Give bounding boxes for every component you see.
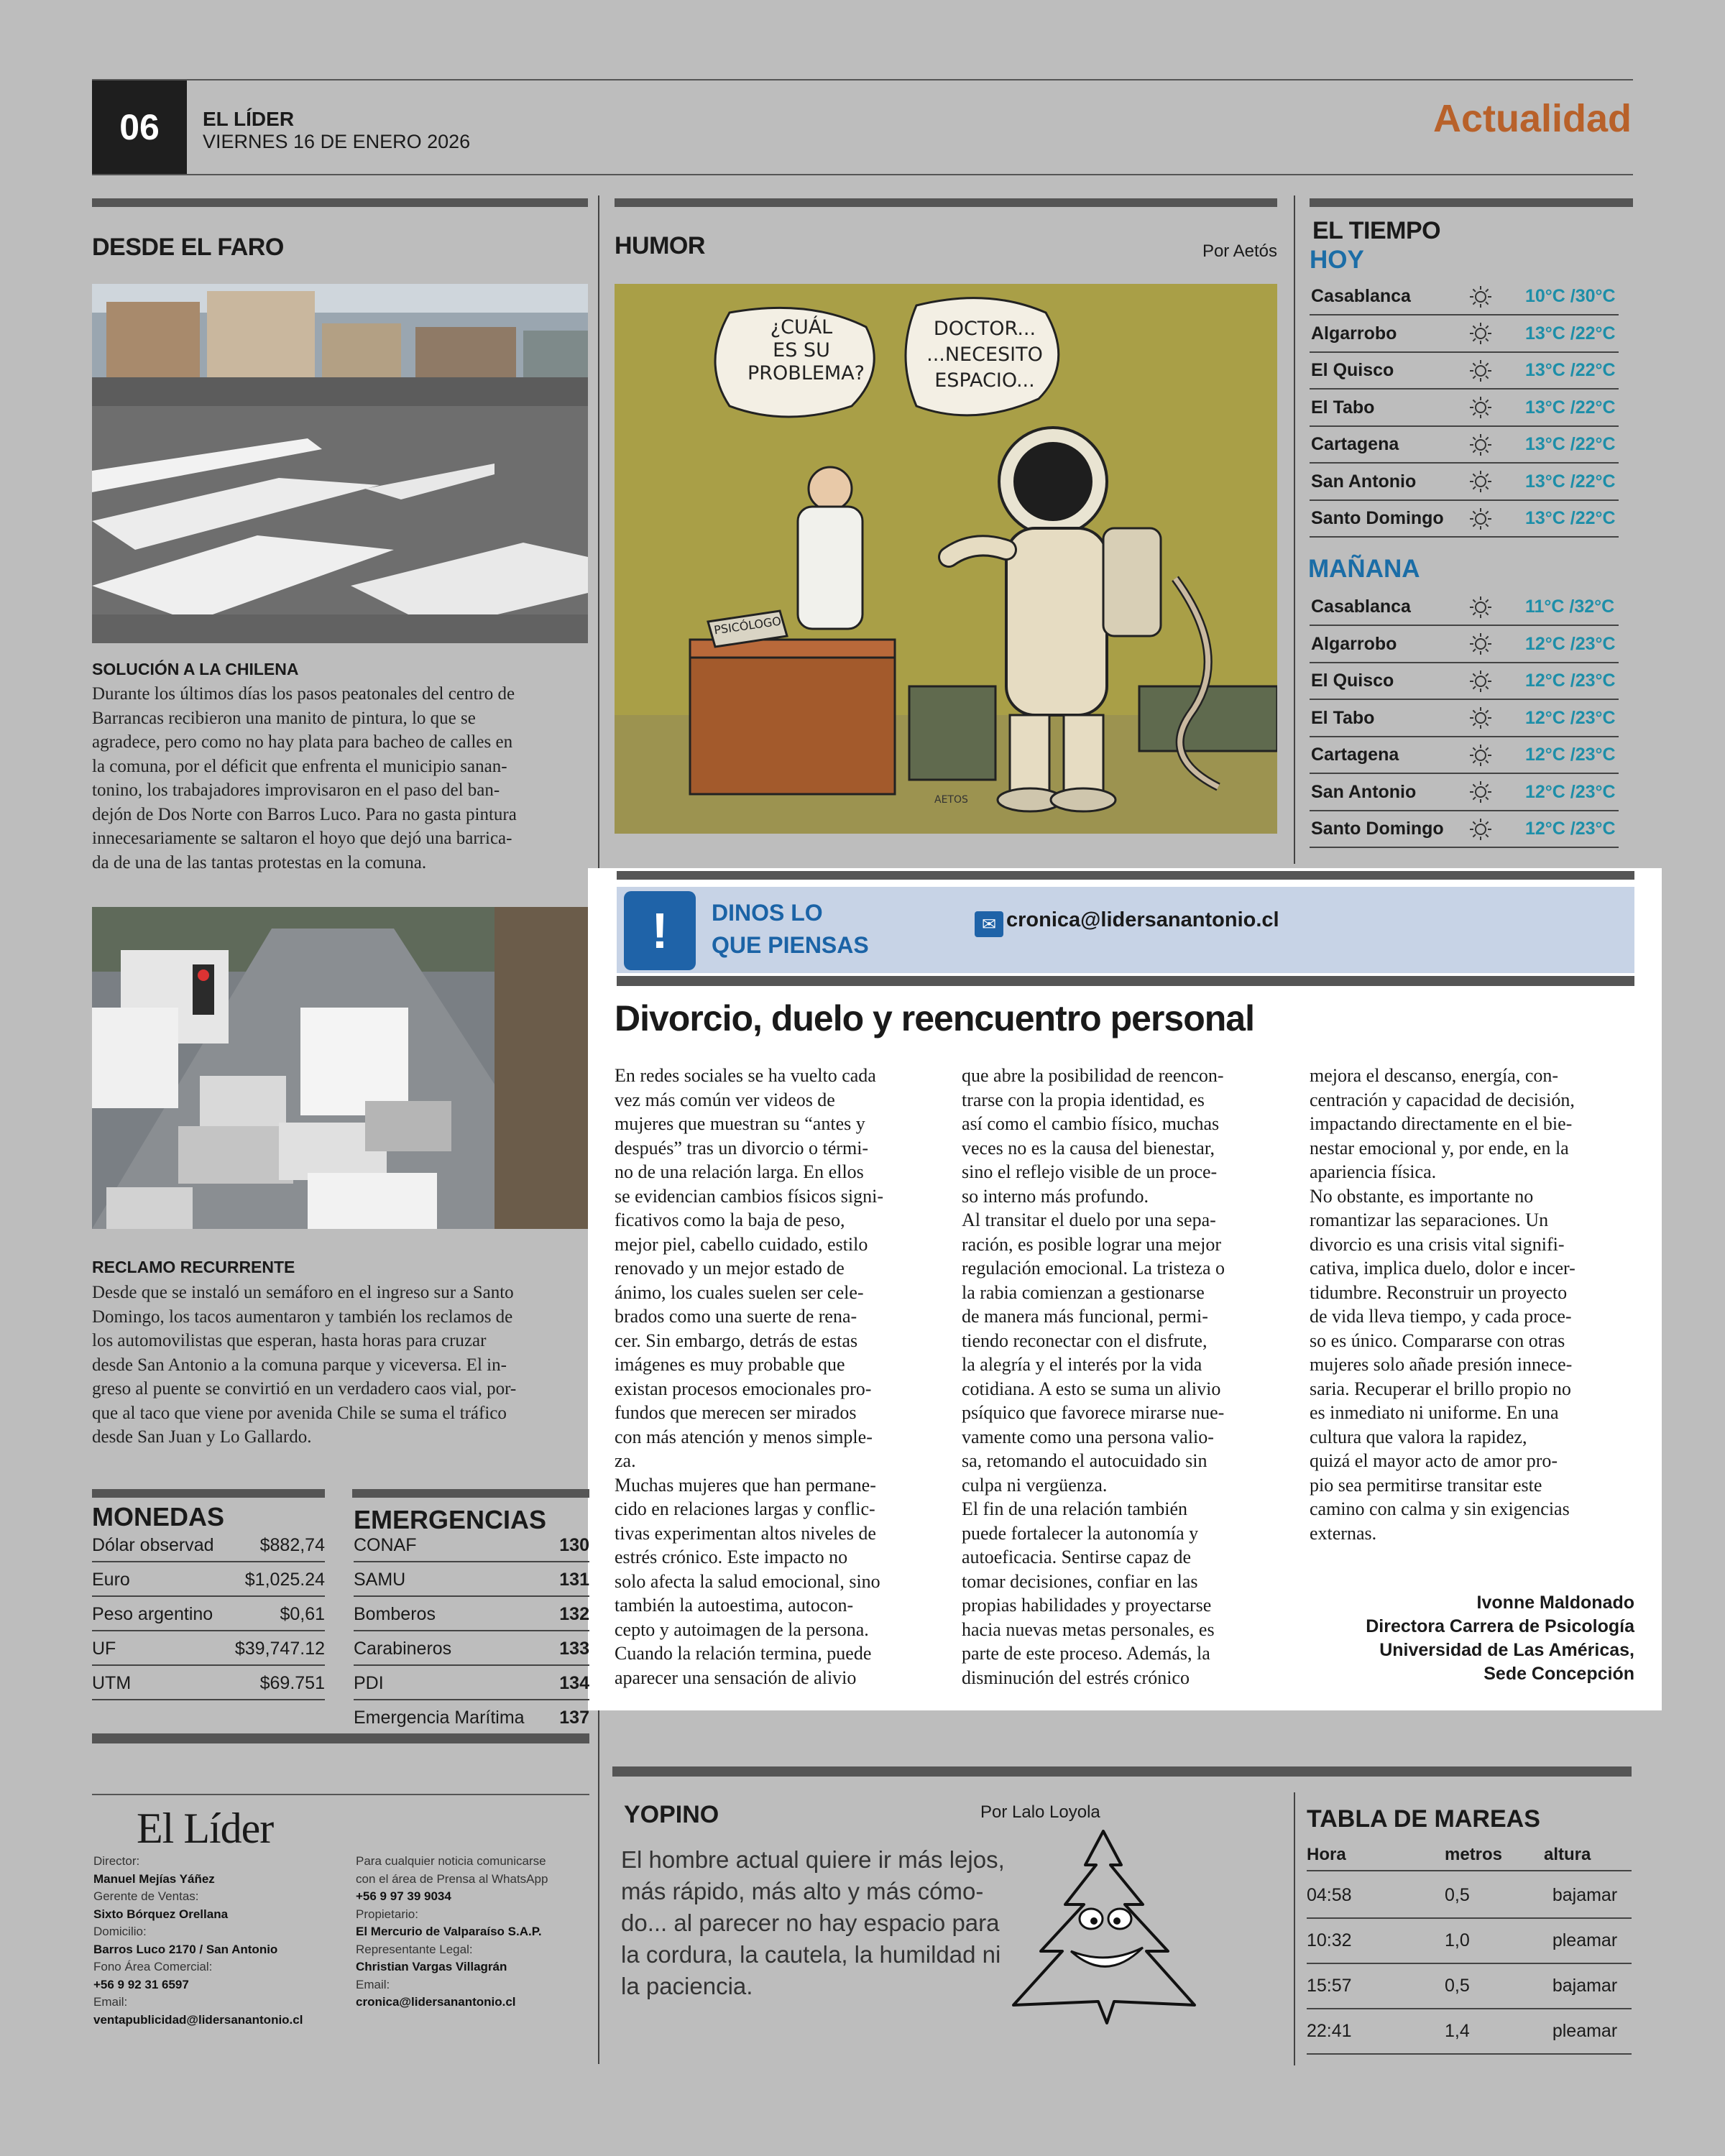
emergency-value: 133 bbox=[559, 1638, 589, 1659]
caption-title-1: SOLUCIÓN A LA CHILENA bbox=[92, 660, 299, 678]
humor-bubble-1: ¿CUÁL ES SU PROBLEMA? bbox=[748, 316, 865, 384]
lower-left-rule bbox=[92, 1733, 589, 1743]
currency-value: $1,025.24 bbox=[244, 1569, 325, 1590]
currency-label: Peso argentino bbox=[92, 1603, 213, 1624]
staff-box-right: Para cualquier noticia comunicarse con el área de Prensa al WhatsApp +56 9 97 39 9034 Propietario: El Mercurio de Valparaíso S.A.P. Representante Legal: Christian Vargas Villagrán Email: cronica@lidersanantonio.cl bbox=[356, 1854, 548, 2009]
currency-row bbox=[92, 1564, 325, 1597]
weather-row bbox=[1310, 589, 1619, 626]
faro-title: DESDE EL FARO bbox=[92, 234, 284, 261]
weather-row bbox=[1310, 390, 1619, 427]
weather-row bbox=[1310, 663, 1619, 700]
tide-height: 0,5 bbox=[1445, 1975, 1470, 1996]
author-campus: Sede Concepción bbox=[1484, 1664, 1634, 1684]
weather-row bbox=[1310, 701, 1619, 737]
author-university: Universidad de Las Américas, bbox=[1379, 1640, 1634, 1660]
weather-city: Casablanca bbox=[1311, 596, 1411, 617]
sun-icon bbox=[1453, 285, 1508, 309]
opinion-line: propias habilidades y proyectarse bbox=[962, 1595, 1212, 1616]
weather-temp: 13°C /22°C bbox=[1525, 471, 1616, 492]
opinion-line: aparecer una sensación de alivio bbox=[615, 1667, 857, 1688]
opinion-line: vamente como una persona valio- bbox=[962, 1426, 1214, 1447]
caption-text-2: Desde que se instaló un semáforo en el ingreso sur a Santo Domingo, los tacos aumentaron y también los reclamos de los automovilistas que esperan, hasta horas para cruzar desde San Antonio a la comuna parque y viceversa. El in- greso al puente se convirtió en un verdadero caos vial, por- que al taco que viene por avenida Chile se suma el tráfico desde San Juan y Lo Gallardo. bbox=[92, 1283, 517, 1447]
envelope-icon: ✉ bbox=[975, 911, 1003, 937]
opinion-line: apariencia física. bbox=[1310, 1161, 1437, 1182]
opinion-line: la alegría y el interés por la vida bbox=[962, 1354, 1202, 1375]
sun-icon bbox=[1453, 507, 1508, 531]
weather-city: Santo Domingo bbox=[1311, 819, 1444, 839]
weather-city: Casablanca bbox=[1311, 286, 1411, 306]
weather-temp: 12°C /23°C bbox=[1525, 819, 1616, 839]
opinion-banner-rule bbox=[617, 976, 1634, 986]
emergency-value: 130 bbox=[559, 1534, 589, 1555]
sun-icon bbox=[1453, 359, 1508, 383]
weather-temp: 12°C /23°C bbox=[1525, 707, 1616, 728]
weather-temp: 13°C /22°C bbox=[1525, 434, 1616, 454]
opinion-line: estrés crónico. Este impacto no bbox=[615, 1547, 848, 1567]
weather-city: San Antonio bbox=[1311, 471, 1417, 492]
emergency-value: 132 bbox=[559, 1603, 589, 1624]
weather-city: El Tabo bbox=[1311, 707, 1375, 728]
sun-icon bbox=[1453, 321, 1508, 346]
weather-city: El Tabo bbox=[1311, 397, 1375, 418]
opinion-line: ánimo, los cuales suelen ser cele- bbox=[615, 1281, 864, 1303]
weather-city: Algarrobo bbox=[1311, 323, 1397, 344]
weather-row bbox=[1310, 501, 1619, 538]
sun-icon bbox=[1453, 669, 1508, 694]
feedback-banner-title: DINOS LO QUE PIENSAS bbox=[712, 900, 869, 958]
opinion-column-2 bbox=[962, 1064, 1278, 1690]
opinion-line: pio sea permitirse transitar este bbox=[1310, 1474, 1542, 1496]
opinion-line: mujeres que muestran su “antes y bbox=[615, 1113, 865, 1134]
opinion-line: psíquico que favorece mirarse nue- bbox=[962, 1402, 1225, 1423]
opinion-line: sa, retomando el autocuidado sin bbox=[962, 1450, 1208, 1471]
opinion-line: brados como una suerte de rena- bbox=[615, 1306, 857, 1327]
weather-city: Cartagena bbox=[1311, 434, 1399, 454]
tide-height: 0,5 bbox=[1445, 1884, 1470, 1905]
opinion-line: so es único. Compararse con otras bbox=[1310, 1330, 1565, 1351]
tide-height: 1,0 bbox=[1445, 1930, 1470, 1950]
weather-temp: 12°C /23°C bbox=[1525, 633, 1616, 654]
opinion-line: divorcio es una crisis vital signifi- bbox=[1310, 1233, 1565, 1255]
opinion-line: ficativos como la baja de peso, bbox=[615, 1210, 845, 1230]
monedas-title: MONEDAS bbox=[92, 1502, 225, 1531]
tree-character-illustration bbox=[1006, 1825, 1200, 2027]
opinion-line: El fin de una relación también bbox=[962, 1498, 1188, 1519]
weather-row bbox=[1310, 353, 1619, 390]
sun-icon bbox=[1453, 706, 1508, 730]
tide-height: 1,4 bbox=[1445, 2020, 1470, 2041]
opinion-line: tivas experimentan altos niveles de bbox=[615, 1522, 876, 1544]
opinion-line: externas. bbox=[1310, 1522, 1377, 1544]
opinion-line: saria. Recuperar el brillo propio no bbox=[1310, 1378, 1571, 1399]
opinion-author-block bbox=[1366, 1591, 1634, 1686]
feedback-email[interactable]: cronica@lidersanantonio.cl bbox=[1006, 908, 1279, 931]
opinion-line: mejor piel, cabello cuidado, estilo bbox=[615, 1233, 868, 1255]
weather-city: El Quisco bbox=[1311, 671, 1394, 691]
weather-city: Cartagena bbox=[1311, 745, 1399, 765]
weather-row bbox=[1310, 775, 1619, 811]
opinion-line: renovado y un mejor estado de bbox=[615, 1258, 845, 1279]
opinion-line: imágenes es muy probable que bbox=[615, 1354, 845, 1375]
opinion-line: cultura que valora la rapidez, bbox=[1310, 1426, 1527, 1447]
exclamation-icon: ! bbox=[624, 891, 696, 970]
humor-desk-sign: PSICÓLOGO bbox=[713, 614, 783, 637]
opinion-line: impactando directamente en el bie- bbox=[1310, 1113, 1573, 1134]
opinion-line: culpa ni vergüenza. bbox=[962, 1474, 1108, 1496]
opinion-column-3 bbox=[1310, 1064, 1626, 1545]
opinion-line: centración y capacidad de decisión, bbox=[1310, 1089, 1575, 1110]
opinion-line: Muchas mujeres que han permane- bbox=[615, 1474, 876, 1496]
opinion-line: camino con calma y sin exigencias bbox=[1310, 1498, 1570, 1519]
opinion-line: tidumbre. Reconstruir un proyecto bbox=[1310, 1281, 1568, 1303]
weather-row bbox=[1310, 464, 1619, 501]
opinion-line: disminución del estrés crónico bbox=[962, 1667, 1190, 1688]
emergency-row bbox=[354, 1529, 589, 1562]
opinion-line: sino el reflejo visible de un proce- bbox=[962, 1161, 1218, 1182]
currency-value: $0,61 bbox=[280, 1603, 325, 1624]
page-number: 06 bbox=[92, 80, 187, 174]
opinion-line: la rabia comienzan a gestionarse bbox=[962, 1281, 1205, 1303]
weather-today-label: HOY bbox=[1310, 246, 1364, 274]
header-top-rule bbox=[92, 79, 1633, 80]
opinion-line: de manera más funcional, permi- bbox=[962, 1306, 1208, 1327]
currency-value: $69.751 bbox=[259, 1672, 325, 1693]
tide-time: 22:41 bbox=[1307, 2020, 1352, 2041]
weather-temp: 11°C /32°C bbox=[1525, 596, 1615, 617]
sun-icon bbox=[1453, 780, 1508, 804]
opinion-line: No obstante, es importante no bbox=[1310, 1185, 1534, 1207]
opinion-line: cotidiana. A esto se suma un alivio bbox=[962, 1378, 1221, 1399]
opinion-line: cer. Sin embargo, detrás de estas bbox=[615, 1330, 858, 1351]
opinion-line: cativa, implica duelo, dolor e incer- bbox=[1310, 1258, 1576, 1279]
weather-temp: 13°C /22°C bbox=[1525, 323, 1616, 344]
opinion-line: así como el cambio físico, muchas bbox=[962, 1113, 1220, 1134]
opinion-line: veces no es la causa del bienestar, bbox=[962, 1137, 1215, 1158]
weather-tomorrow-label: MAÑANA bbox=[1308, 555, 1420, 583]
weather-temp: 13°C /22°C bbox=[1525, 397, 1616, 418]
weather-title: EL TIEMPO bbox=[1312, 217, 1441, 244]
humor-title: HUMOR bbox=[615, 232, 705, 259]
opinion-line: solo afecta la salud emocional, sino bbox=[615, 1570, 880, 1592]
yopino-rule bbox=[612, 1766, 1632, 1777]
weather-city: Santo Domingo bbox=[1311, 508, 1444, 528]
sun-icon bbox=[1453, 817, 1508, 842]
opinion-line: cepto y autoimagen de la persona. bbox=[615, 1618, 869, 1640]
paper-name: EL LÍDER bbox=[203, 108, 295, 130]
opinion-line: puede fortalecer la autonomía y bbox=[962, 1522, 1199, 1544]
yopino-author: Por Lalo Loyola bbox=[980, 1802, 1100, 1822]
column-divider-right-top bbox=[1294, 195, 1295, 864]
opinion-line: no de una relación larga. En ellos bbox=[615, 1161, 864, 1182]
sun-icon bbox=[1453, 395, 1508, 420]
caption-title-2: RECLAMO RECURRENTE bbox=[92, 1258, 295, 1276]
emergency-label: Emergencia Marítima bbox=[354, 1707, 525, 1728]
weather-rule bbox=[1310, 198, 1633, 207]
emergency-row bbox=[354, 1564, 589, 1597]
emergency-row bbox=[354, 1702, 589, 1735]
sun-icon bbox=[1453, 632, 1508, 656]
tide-time: 15:57 bbox=[1307, 1975, 1352, 1996]
opinion-top-rule bbox=[617, 871, 1634, 880]
monedas-rule bbox=[92, 1489, 325, 1498]
weather-row bbox=[1310, 279, 1619, 315]
opinion-line: so interno más profundo. bbox=[962, 1185, 1149, 1207]
opinion-line: nestar emocional y, por ende, en la bbox=[1310, 1137, 1569, 1158]
opinion-line: existan procesos emocionales pro- bbox=[615, 1378, 872, 1399]
sun-icon bbox=[1453, 469, 1508, 494]
opinion-line: regulación emocional. La tristeza o bbox=[962, 1258, 1225, 1279]
opinion-line: Al transitar el duelo por una sepa- bbox=[962, 1210, 1216, 1230]
opinion-line: después” tras un divorcio o térmi- bbox=[615, 1137, 869, 1158]
weather-temp: 10°C /30°C bbox=[1525, 286, 1616, 306]
opinion-line: quizá el mayor acto de amor pro- bbox=[1310, 1450, 1558, 1471]
currency-row bbox=[92, 1598, 325, 1631]
opinion-line: que abre la posibilidad de reencon- bbox=[962, 1065, 1224, 1086]
opinion-line: ración, es posible lograr una mejor bbox=[962, 1233, 1221, 1255]
opinion-headline: Divorcio, duelo y reencuentro personal bbox=[615, 998, 1255, 1038]
weather-temp: 12°C /23°C bbox=[1525, 745, 1616, 765]
weather-city: Algarrobo bbox=[1311, 633, 1397, 654]
column-divider-right-bottom bbox=[1294, 1792, 1295, 2065]
tide-row bbox=[1307, 2009, 1632, 2055]
faro-rule bbox=[92, 198, 588, 207]
sun-icon bbox=[1453, 595, 1508, 619]
header-bottom-rule bbox=[92, 174, 1633, 175]
currency-label: Euro bbox=[92, 1569, 130, 1590]
emergency-value: 137 bbox=[559, 1707, 589, 1728]
opinion-line: se evidencian cambios físicos signi- bbox=[615, 1185, 884, 1207]
weather-row bbox=[1310, 627, 1619, 663]
weather-temp: 12°C /23°C bbox=[1525, 671, 1616, 691]
opinion-line: fundos que merecen ser mirados bbox=[615, 1402, 857, 1423]
weather-row bbox=[1310, 737, 1619, 774]
mareas-title: TABLA DE MAREAS bbox=[1307, 1805, 1540, 1833]
emergency-row bbox=[354, 1633, 589, 1666]
author-name: Ivonne Maldonado bbox=[1476, 1593, 1634, 1613]
emergency-label: SAMU bbox=[354, 1569, 406, 1590]
emergency-label: Carabineros bbox=[354, 1638, 452, 1659]
weather-temp: 12°C /23°C bbox=[1525, 781, 1616, 802]
emergency-value: 134 bbox=[559, 1672, 589, 1693]
mareas-header: Hora metros altura bbox=[1307, 1840, 1632, 1871]
emergency-value: 131 bbox=[559, 1569, 589, 1590]
opinion-line: tiendo reconectar con el disfrute, bbox=[962, 1330, 1208, 1351]
tide-row bbox=[1307, 1873, 1632, 1919]
weather-row bbox=[1310, 811, 1619, 848]
currency-label: Dólar observad bbox=[92, 1534, 214, 1555]
author-role: Directora Carrera de Psicología bbox=[1366, 1616, 1634, 1636]
opinion-line: trarse con la propia identidad, es bbox=[962, 1089, 1205, 1110]
opinion-line: parte de este proceso. Además, la bbox=[962, 1643, 1210, 1664]
opinion-column-1 bbox=[615, 1064, 931, 1690]
paper-date: VIERNES 16 DE ENERO 2026 bbox=[203, 131, 471, 152]
sun-icon bbox=[1453, 743, 1508, 768]
footer-logo: El Líder bbox=[137, 1805, 274, 1852]
currency-row bbox=[92, 1667, 325, 1700]
opinion-line: también la autoestima, autocon- bbox=[615, 1595, 854, 1616]
weather-row bbox=[1310, 427, 1619, 464]
tide-type: pleamar bbox=[1552, 1930, 1618, 1950]
weather-city: El Quisco bbox=[1311, 360, 1394, 380]
weather-temp: 13°C /22°C bbox=[1525, 508, 1616, 528]
opinion-line: cido en relaciones largas y conflic- bbox=[615, 1498, 875, 1519]
tide-time: 04:58 bbox=[1307, 1884, 1352, 1905]
emergencias-rule bbox=[352, 1489, 589, 1498]
opinion-line: hacia nuevas metas personales, es bbox=[962, 1618, 1215, 1640]
tide-type: pleamar bbox=[1552, 2020, 1618, 2041]
emergency-row bbox=[354, 1667, 589, 1700]
emergency-label: PDI bbox=[354, 1672, 384, 1693]
humor-signature: AETOS bbox=[934, 794, 968, 806]
opinion-line: mejora el descanso, energía, con- bbox=[1310, 1065, 1559, 1086]
humor-bubble-2: DOCTOR... ...NECESITO ESPACIO... bbox=[926, 318, 1043, 392]
currency-row bbox=[92, 1529, 325, 1562]
opinion-line: autoeficacia. Sentirse capaz de bbox=[962, 1547, 1192, 1567]
sun-icon bbox=[1453, 433, 1508, 457]
opinion-line: de vida lleva tiempo, y cada proce- bbox=[1310, 1306, 1572, 1327]
humor-cartoon bbox=[615, 284, 1277, 834]
emergency-label: CONAF bbox=[354, 1534, 417, 1555]
tide-type: bajamar bbox=[1552, 1884, 1618, 1905]
opinion-line: romantizar las separaciones. Un bbox=[1310, 1210, 1549, 1230]
opinion-line: mujeres solo añade presión innece- bbox=[1310, 1354, 1573, 1375]
opinion-line: Cuando la relación termina, puede bbox=[615, 1643, 872, 1664]
emergency-row bbox=[354, 1598, 589, 1631]
opinion-line: vez más común ver videos de bbox=[615, 1089, 835, 1110]
tide-row bbox=[1307, 1918, 1632, 1964]
currency-value: $882,74 bbox=[259, 1534, 325, 1555]
weather-temp: 13°C /22°C bbox=[1525, 360, 1616, 380]
caption-text-1: Durante los últimos días los pasos peatonales del centro de Barrancas recibieron una manito de pintura, lo que se agradece, pero como no hay plata para bacheo de calles en la comuna, por el déficit que enfrenta el municipio sanan- tonino, los trabajadores improvisaron en el paso del ban- dejón de Dos Norte con Barros Luco. Para no gasta pintura innecesariamente se saltaron el hoyo que dejó una barrica- da de una de las tantas protestas en la comuna. bbox=[92, 684, 517, 872]
staff-box-left: Director: Manuel Mejías Yáñez Gerente de Ventas: Sixto Bórquez Orellana Domicilio: Barros Luco 2170 / San Antonio Fono Área Comercial: +56 9 92 31 6597 Email: ventapublicidad@lidersanantonio.cl bbox=[93, 1854, 303, 2027]
section-name: Actualidad bbox=[1432, 97, 1632, 140]
yopino-text: El hombre actual quiere ir más lejos, más rápido, más alto y más cómo- do... al parecer no hay espacio para la cordura, la cautela, la humildad ni la paciencia. bbox=[621, 1846, 1005, 1999]
footer-rule bbox=[92, 1794, 589, 1795]
emergency-label: Bomberos bbox=[354, 1603, 436, 1624]
tide-type: bajamar bbox=[1552, 1975, 1618, 1996]
tide-time: 10:32 bbox=[1307, 1930, 1352, 1950]
opinion-line: za. bbox=[615, 1450, 636, 1471]
weather-row bbox=[1310, 316, 1619, 353]
humor-author: Por Aetós bbox=[1202, 241, 1277, 261]
humor-rule bbox=[615, 198, 1277, 207]
currency-value: $39,747.12 bbox=[234, 1638, 325, 1659]
weather-city: San Antonio bbox=[1311, 781, 1417, 802]
opinion-line: tomar decisiones, confiar en las bbox=[962, 1570, 1198, 1592]
currency-label: UF bbox=[92, 1638, 116, 1659]
yopino-title: YOPINO bbox=[624, 1801, 719, 1828]
crosswalk-photo bbox=[92, 284, 588, 643]
tide-row bbox=[1307, 1963, 1632, 2009]
currency-row bbox=[92, 1633, 325, 1666]
currency-label: UTM bbox=[92, 1672, 132, 1693]
traffic-photo bbox=[92, 907, 588, 1229]
emergencias-title: EMERGENCIAS bbox=[354, 1505, 547, 1534]
opinion-line: En redes sociales se ha vuelto cada bbox=[615, 1065, 876, 1086]
opinion-line: es inmediato ni uniforme. En una bbox=[1310, 1402, 1559, 1423]
opinion-line: con más atención y menos simple- bbox=[615, 1426, 873, 1447]
